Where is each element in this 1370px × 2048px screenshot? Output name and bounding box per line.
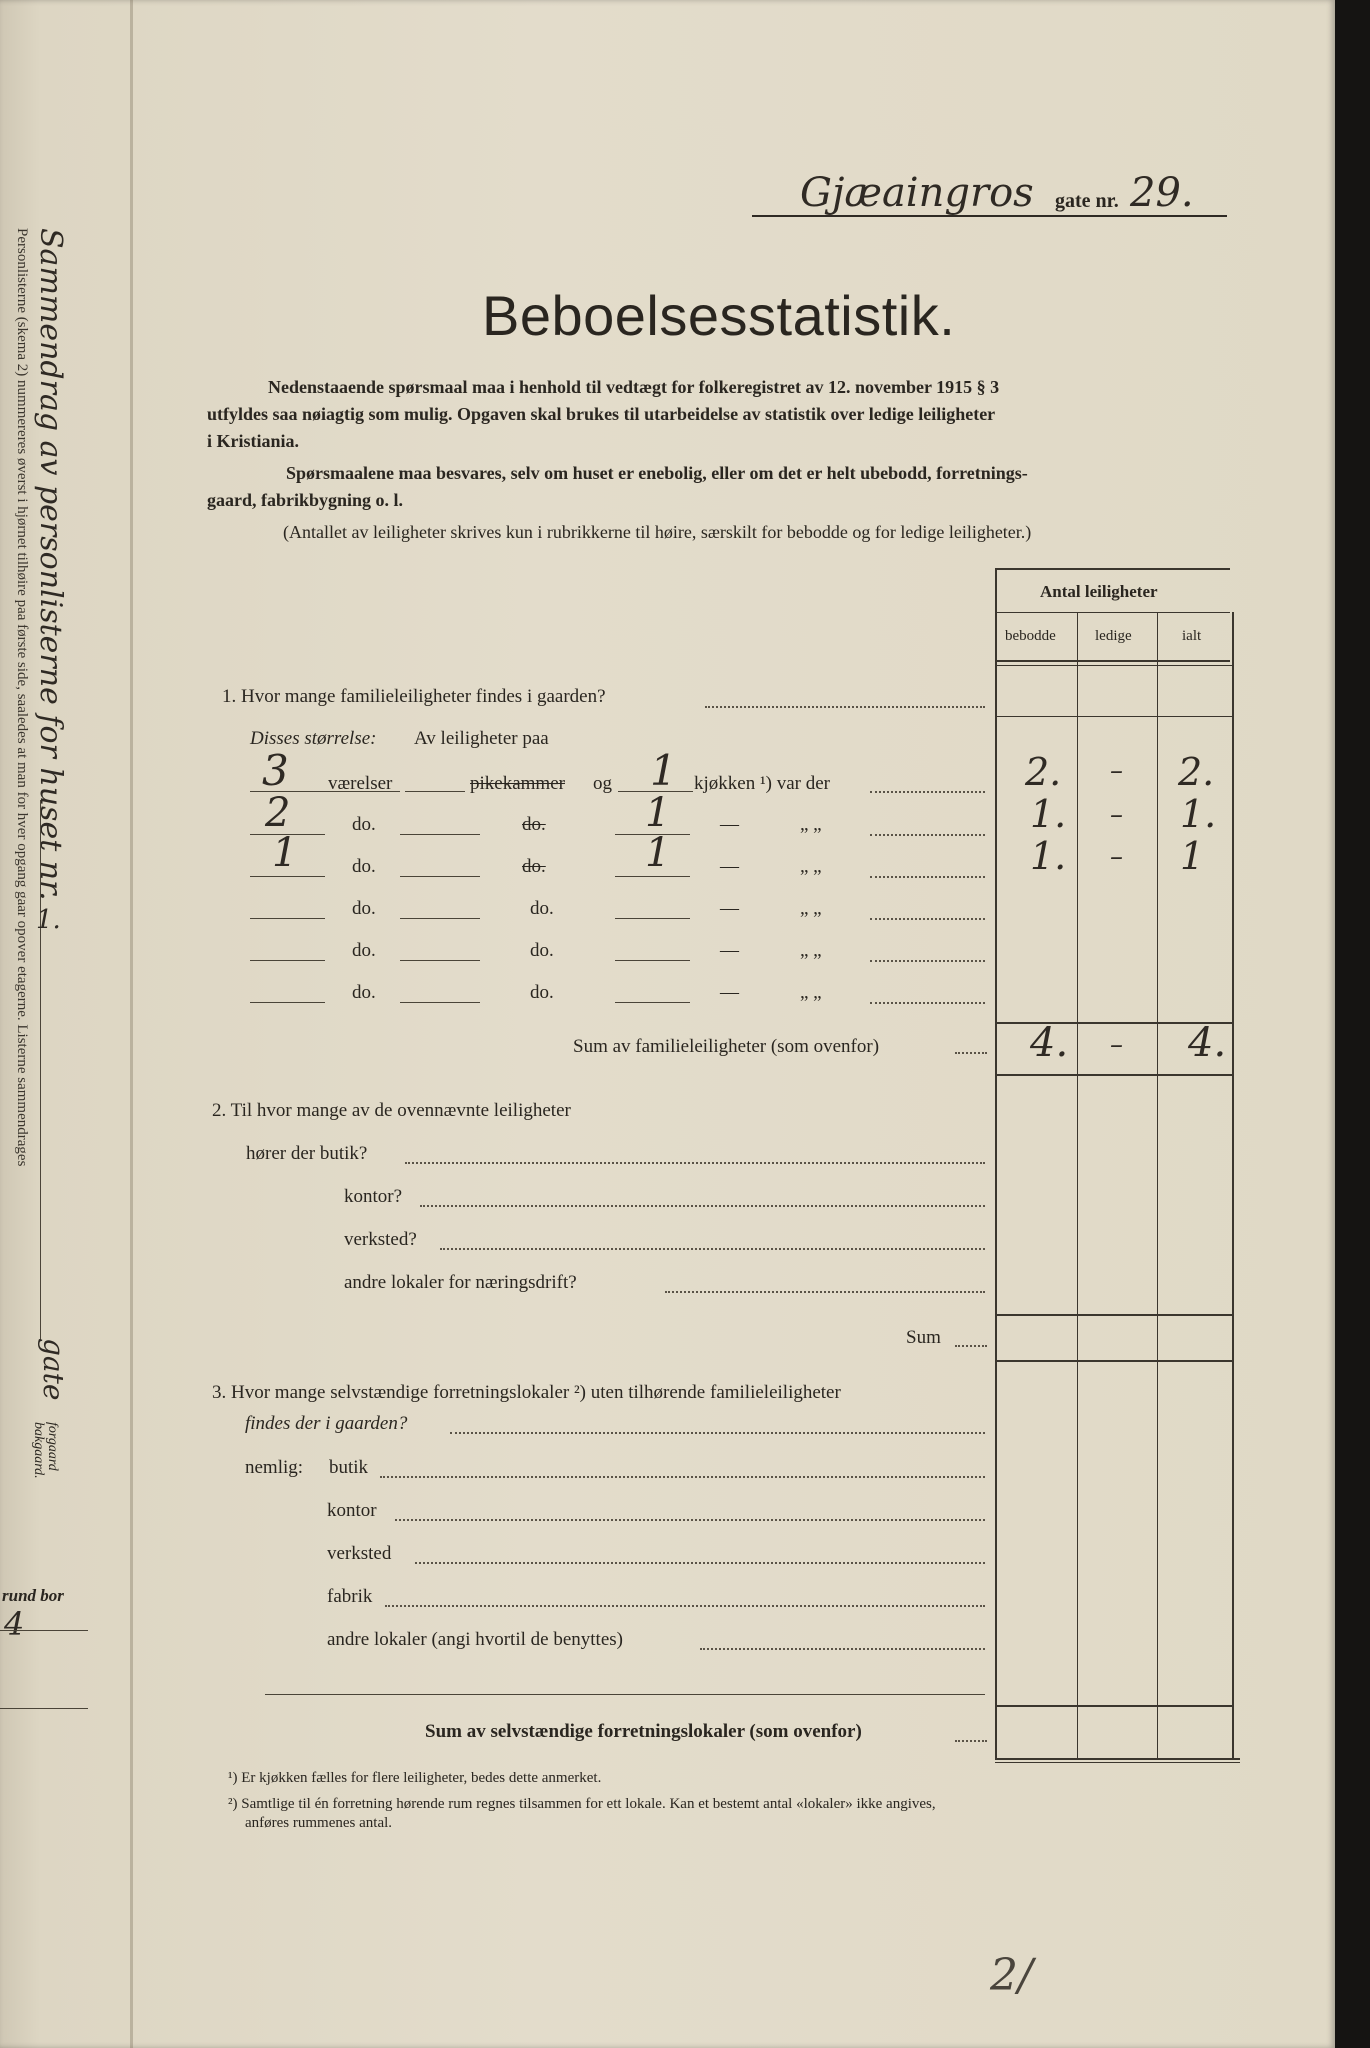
street-name: Gjæaingros <box>800 170 1034 216</box>
q3-write-line <box>265 1694 985 1695</box>
q1-dots <box>705 706 985 708</box>
q3-fabrik-dots <box>385 1605 985 1607</box>
gate-number: 29. <box>1130 170 1194 216</box>
q1-row4-dots <box>870 918 985 920</box>
q1-row3-kitchen-line <box>615 876 690 877</box>
col-header-ledige: ledige <box>1095 628 1132 644</box>
q1-row2-bebodde: 1. <box>1030 792 1067 836</box>
q3-label-line1: 3. Hvor mange selvstændige forretningslokaler ²) uten tilhørende familieleiligheter <box>212 1382 841 1403</box>
q1-row3-kitchen: 1 <box>645 830 671 876</box>
q2-kontor-dots <box>420 1205 985 1207</box>
q1-row5-dots <box>870 960 985 962</box>
intro-p2-line1: Spørsmaalene maa besvares, selv om huset er enebolig, eller om det er helt ubebodd, forretnings- <box>286 463 1028 483</box>
intro-p1-line3: i Kristiania. <box>207 431 300 451</box>
q1-row1-dots <box>870 791 985 793</box>
q2-label: 2. Til hvor mange av de ovennævnte leiligheter <box>212 1100 571 1121</box>
q3-kontor-dots <box>395 1519 985 1521</box>
q1-row5-kitchen-line <box>615 960 690 961</box>
q3-nemlig: nemlig: <box>245 1457 304 1478</box>
q1-row1-vaer-line <box>405 791 465 792</box>
q1-row4-do2: do. <box>530 898 554 919</box>
footnote-2-line2: anføres rummenes antal. <box>245 1815 393 1831</box>
sidebar-note: Personlisterne (skema 2) nummereres øverst i hjørnet tilhøire paa første side, saaledes at man for hver opgang gaar opover etagerne. Listerne sammendrages <box>14 228 30 1167</box>
table-vrule-left <box>995 568 997 1758</box>
table-rule-q1-total <box>995 716 1232 717</box>
footnote-1: ¹) Er kjøkken fælles for flere leiligheter, bedes dette anmerket. <box>228 1770 602 1786</box>
table-rule-q1-top <box>995 665 1232 666</box>
table-rule-sum1-bottom <box>995 1074 1232 1076</box>
intro-p2-line2: gaard, fabrikbygning o. l. <box>207 490 404 510</box>
q3-kontor: kontor <box>327 1500 377 1521</box>
sidebar-house-number: 1. <box>36 905 61 935</box>
q2-verksted-dots <box>440 1248 985 1250</box>
page-fold <box>130 0 133 2048</box>
q1-row6-mid-line <box>400 1002 480 1003</box>
q1-row3-do2: do. <box>522 856 546 877</box>
q1-row1-bebodde: 2. <box>1025 750 1062 794</box>
q1-row5-do2: do. <box>530 940 554 961</box>
q1-row2-do2: do. <box>522 814 546 835</box>
q2-butik-dots <box>405 1162 985 1164</box>
sidebar-line-2 <box>0 1708 88 1709</box>
q3-dots <box>450 1432 985 1434</box>
q1-row1-rooms: 3 <box>262 746 289 795</box>
q1-row1-pike: pikekammer <box>470 773 565 794</box>
q1-row2-kitchen: 1 <box>645 790 671 836</box>
sidebar-house-line <box>40 800 43 1340</box>
bottom-pencil-mark: 2/ <box>990 1950 1033 2001</box>
q1-row3-rooms-line <box>250 876 325 877</box>
table-group-header: Antal leiligheter <box>1040 582 1158 601</box>
q1-row2-dash: — <box>720 814 739 835</box>
table-header-rule <box>995 612 1230 613</box>
q1-sum-ialt: 4. <box>1188 1020 1227 1066</box>
sidebar-grund-bor-value: 4 <box>4 1605 25 1643</box>
q1-row5-quote: „ „ <box>800 940 822 961</box>
table-rule-sum2-bottom <box>995 1360 1232 1362</box>
q1-row2-ialt: 1. <box>1180 792 1217 836</box>
q1-row6-do2: do. <box>530 982 554 1003</box>
q1-row5-do: do. <box>352 940 376 961</box>
q1-row4-mid-line <box>400 918 480 919</box>
table-rule-bottom <box>995 1762 1240 1763</box>
q3-sum-label <box>425 1721 862 1743</box>
table-subheader-rule <box>995 660 1230 662</box>
q1-label <box>222 686 606 708</box>
q1-row4-kitchen-line <box>615 918 690 919</box>
binding-spine <box>1335 0 1370 2048</box>
q1-row3-rooms: 1 <box>272 830 298 876</box>
q1-label-text: 1. Hvor mange familieleiligheter findes i gaarden? <box>222 686 606 707</box>
intro-p1-line1: Nedenstaaende spørsmaal maa i henhold til vedtægt for folkeregistret av 12. november 1915 § 3 <box>268 377 1000 397</box>
sidebar-line-1 <box>0 1630 88 1631</box>
q1-row2-rooms: 2 <box>265 790 291 836</box>
q1-size-text: Av leiligheter paa <box>414 728 549 749</box>
q2-sum-dots <box>955 1345 987 1347</box>
col-header-bebodde: bebodde <box>1005 628 1056 644</box>
q1-sum-bebodde: 4. <box>1030 1020 1069 1066</box>
q1-row1-kjokken: kjøkken ¹) var der <box>694 773 831 794</box>
q1-sum-ledige: – <box>1110 1030 1123 1060</box>
page-title: Beboelsesstatistik. <box>482 284 956 347</box>
q3-andre-dots <box>700 1648 985 1650</box>
q1-row3-quote: „ „ <box>800 856 822 877</box>
intro-p3: (Antallet av leiligheter skrives kun i rubrikkerne til høire, særskilt for bebodde og for ledige leiligheter.) <box>283 522 1032 542</box>
table-top-rule <box>995 568 1230 570</box>
q1-row6-dash: — <box>720 982 739 1003</box>
sidebar-title: Sammendrag av personlisterne for huset nr. <box>33 228 68 901</box>
q3-andre: andre lokaler (angi hvortil de benyttes) <box>327 1629 623 1650</box>
q1-row3-dots <box>870 876 985 878</box>
q1-size-label: Disses størrelse: <box>250 728 377 749</box>
gate-underline <box>752 215 1227 217</box>
q2-andre: andre lokaler for næringsdrift? <box>344 1272 577 1293</box>
q1-row5-dash: — <box>720 940 739 961</box>
q1-row4-do: do. <box>352 898 376 919</box>
q1-row1-ledige: – <box>1110 756 1123 786</box>
q1-row2-do: do. <box>352 814 376 835</box>
q1-row2-ledige: – <box>1110 800 1123 830</box>
q1-row1-kitchen: 1 <box>650 746 677 795</box>
sidebar-bakgaard: bakgaard. <box>31 1422 46 1479</box>
q2-kontor: kontor? <box>344 1186 403 1207</box>
q1-row6-rooms-line <box>250 1002 325 1003</box>
q3-butik-dots <box>380 1476 985 1478</box>
q1-row4-quote: „ „ <box>800 898 822 919</box>
gate-label: gate nr. <box>1055 190 1119 212</box>
table-vrule-1 <box>1077 612 1078 1758</box>
q1-row4-dash: — <box>720 898 739 919</box>
q1-row6-kitchen-line <box>615 1002 690 1003</box>
q3-sum-label-text: Sum av selvstændige forretningslokaler (som ovenfor) <box>425 1721 862 1742</box>
table-vrule-right <box>1232 612 1234 1758</box>
q2-sum: Sum <box>906 1327 941 1348</box>
q1-row2-quote: „ „ <box>800 814 822 835</box>
q1-row3-do: do. <box>352 856 376 877</box>
q2-andre-dots <box>665 1291 985 1293</box>
q3-verksted: verksted <box>327 1543 392 1564</box>
table-vrule-2 <box>1157 612 1158 1758</box>
q3-butik: butik <box>329 1457 369 1478</box>
footnote-2-line1: ²) Samtlige til én forretning hørende rum regnes tilsammen for ett lokale. Kan et bestemt antal «lokaler» ikke angives, <box>228 1796 936 1812</box>
q1-row3-ledige: – <box>1110 842 1123 872</box>
q1-row2-mid-line <box>400 834 480 835</box>
q1-row5-mid-line <box>400 960 480 961</box>
q3-label-line2: findes der i gaarden? <box>245 1413 408 1434</box>
q1-row6-do: do. <box>352 982 376 1003</box>
q2-verksted: verksted? <box>344 1229 417 1250</box>
sidebar-forgaard: forgaard <box>45 1422 60 1471</box>
q3-fabrik: fabrik <box>327 1586 373 1607</box>
intro-p1-line2: utfyldes saa nøiagtig som mulig. Opgaven skal brukes til utarbeidelse av statistik over ledige leiligheter <box>207 404 996 424</box>
q1-row1-og: og <box>593 773 612 794</box>
q3-verksted-dots <box>415 1562 985 1564</box>
table-rule-sum3-top <box>995 1705 1232 1707</box>
table-rule-sum2-top <box>995 1314 1232 1316</box>
q1-sum-label: Sum av familieleiligheter (som ovenfor) <box>573 1036 880 1057</box>
sidebar-grund-bor: rund bor <box>2 1586 64 1605</box>
q1-row1-ialt: 2. <box>1178 750 1215 794</box>
q1-row5-rooms-line <box>250 960 325 961</box>
q2-butik: hører der butik? <box>246 1143 368 1164</box>
sidebar-gate: gate <box>37 1338 70 1401</box>
col-header-ialt: ialt <box>1182 628 1202 644</box>
q1-row6-quote: „ „ <box>800 982 822 1003</box>
q1-row3-ialt: 1 <box>1180 834 1205 878</box>
q1-row1-vaer: værelser <box>328 773 393 794</box>
q1-row3-dash: — <box>720 856 739 877</box>
q1-sum-dots <box>955 1052 987 1054</box>
q1-row6-dots <box>870 1002 985 1004</box>
q3-sum-dots <box>955 1740 987 1742</box>
table-rule-sum3-bottom <box>995 1758 1240 1760</box>
q1-row3-bebodde: 1. <box>1030 834 1067 878</box>
q1-row2-dots <box>870 834 985 836</box>
q1-row4-rooms-line <box>250 918 325 919</box>
q1-row3-mid-line <box>400 876 480 877</box>
